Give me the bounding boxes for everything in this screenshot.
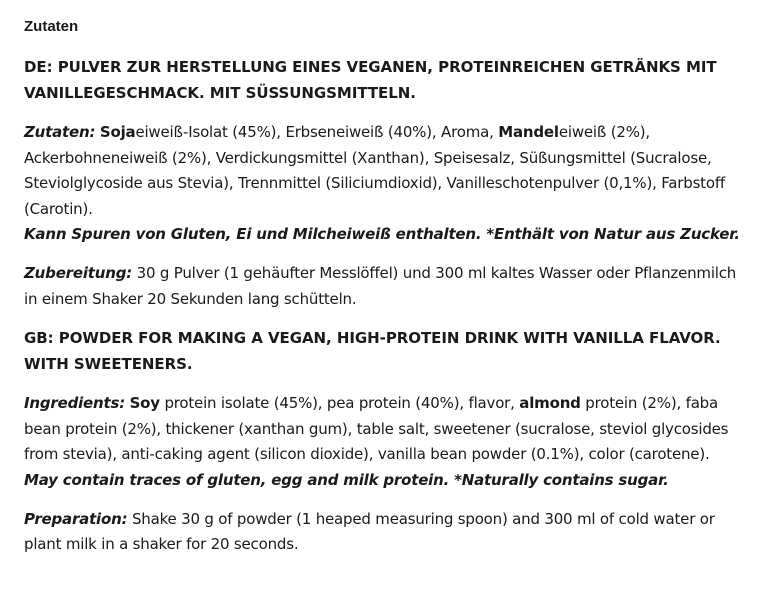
de-ingredients-label: Zutaten: bbox=[24, 123, 96, 141]
gb-ingredients-text-1: protein isolate (45%), pea protein (40%), flavor, bbox=[159, 394, 520, 413]
de-allergen-warning: Kann Spuren von Gluten, Ei und Milcheiweiß enthalten. *Enthält von Natur aus Zucker. bbox=[24, 225, 740, 244]
gb-preparation-text: Shake 30 g of powder (1 heaped measuring spoon) and 300 ml of cold water or plant milk in a shaker for 20 seconds. bbox=[24, 509, 715, 554]
gb-ingredients-paragraph bbox=[24, 391, 752, 493]
gb-preparation-label: Preparation: bbox=[24, 509, 128, 528]
de-preparation-label: Zubereitung: bbox=[24, 263, 133, 282]
gb-almond-highlight: almond bbox=[519, 394, 581, 413]
gb-ingredients-label: Ingredients: bbox=[24, 394, 125, 413]
gb-allergen-warning: May contain traces of gluten, egg and milk protein. *Naturally contains sugar. bbox=[24, 470, 669, 489]
gb-soy-highlight: Soy bbox=[129, 394, 160, 413]
gb-ingredients-text-2: protein (2%), faba bean protein (2%), thickener (xanthan gum), table salt, sweetener (sucralose, steviol glycosides from stevia), anti-caking agent (silicon dioxide), vanilla bean powder (0.1%), color (carotene). bbox=[24, 394, 729, 464]
de-ingredients-text-2: eiweiß (2%), Ackerbohneneiweiß (2%), Verdickungsmittel (Xanthan), Speisesalz, Süßungsmittel (Sucralose, Steviolglycoside aus Stevia), Trennmittel (Siliciumdioxid), Vanilleschotenpulver (0,1%), Farbstoff (Carotin). bbox=[24, 123, 726, 218]
gb-preparation-paragraph bbox=[24, 507, 752, 558]
de-ingredients-paragraph bbox=[24, 120, 752, 248]
de-soy-highlight: Soja bbox=[99, 123, 136, 141]
de-preparation-paragraph bbox=[24, 261, 752, 312]
gb-product-title: GB: POWDER FOR MAKING A VEGAN, HIGH-PROTEIN DRINK WITH VANILLA FLAVOR. WITH SWEETENERS. bbox=[24, 329, 721, 374]
de-preparation-text: 30 g Pulver (1 gehäufter Messlöffel) und 300 ml kaltes Wasser oder Pflanzenmilch in einem Shaker 20 Sekunden lang schütteln. bbox=[24, 263, 737, 308]
de-product-title: DE: PULVER ZUR HERSTELLUNG EINES VEGANEN, PROTEINREICHEN GETRÄNKS MIT VANILLEGESCHMACK. MIT SÜSSUNGSMITTELN. bbox=[24, 58, 717, 102]
de-almond-highlight: Mandel bbox=[498, 123, 559, 141]
page-heading: Zutaten bbox=[24, 18, 79, 35]
de-ingredients-text-1: eiweiß-Isolat (45%), Erbseneiweiß (40%), Aroma, bbox=[135, 123, 499, 141]
